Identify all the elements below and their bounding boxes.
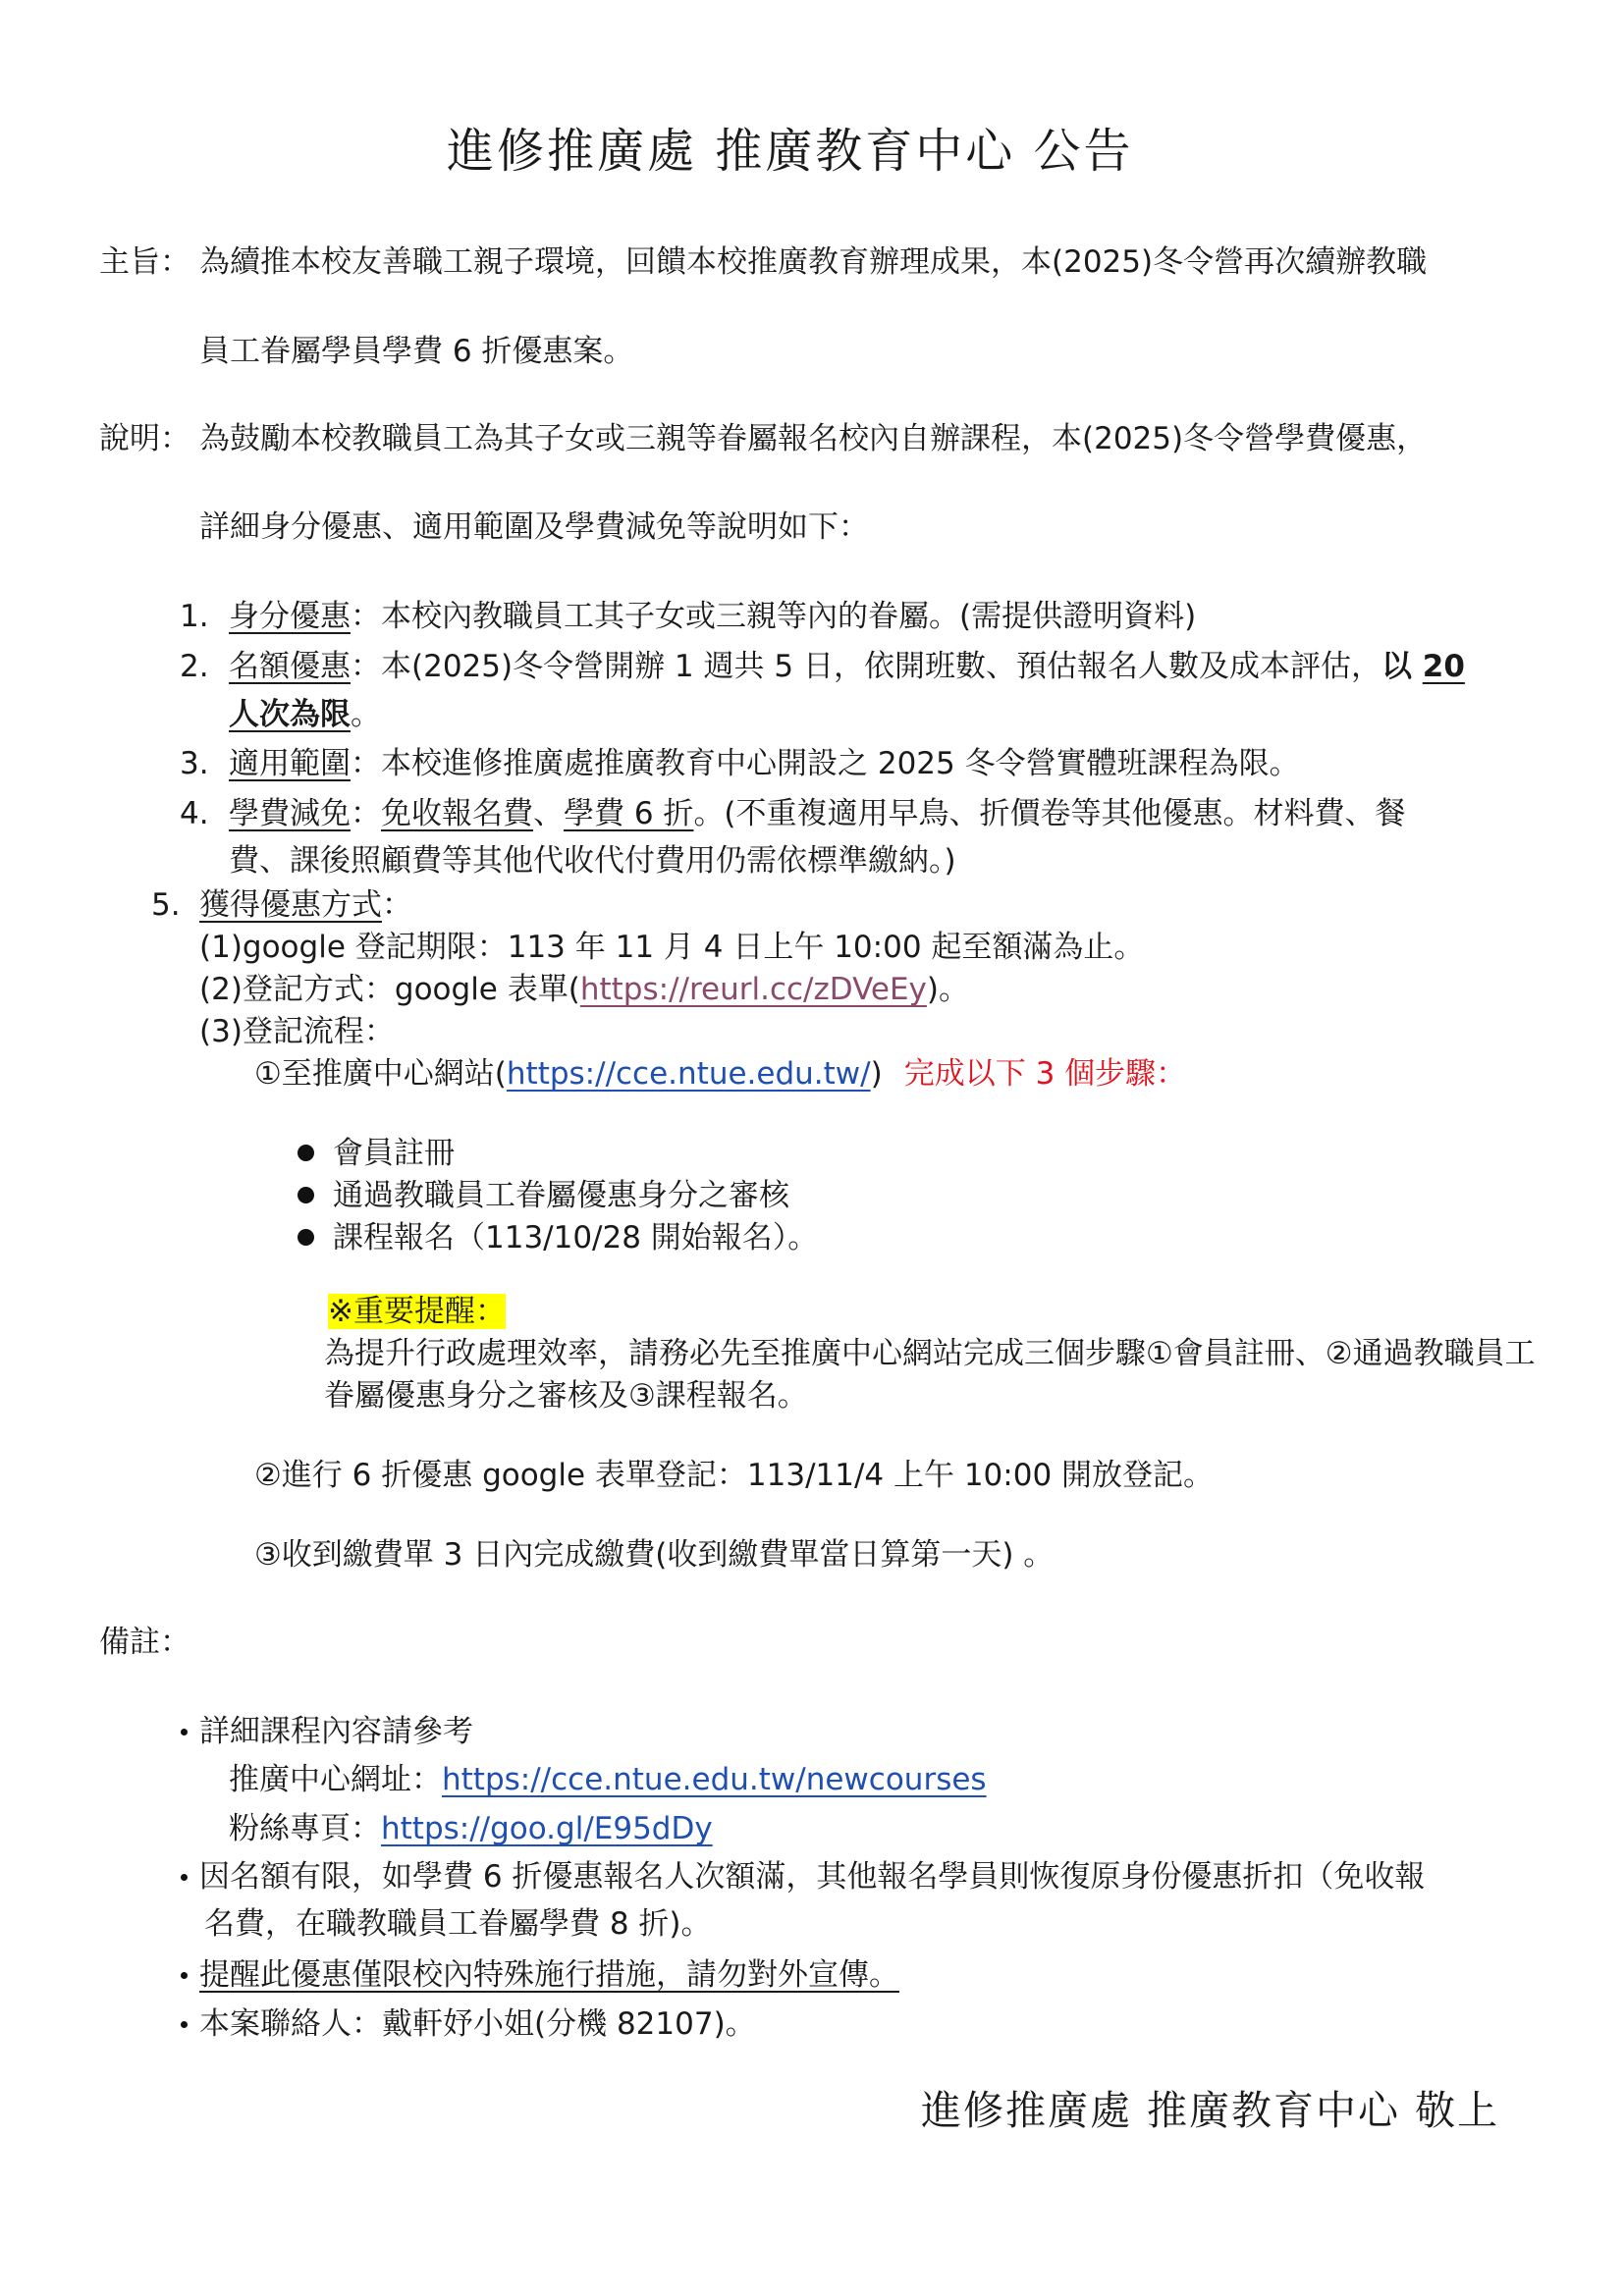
- explanation-label: 說明：: [99, 421, 190, 456]
- item-1-text: ：本校內教職員工其子女或三親等內的眷屬。(需提供證明資料): [351, 599, 1197, 634]
- bullet-dot: [298, 1187, 314, 1203]
- item-3-heading: 適用範圍: [229, 746, 351, 781]
- note-site-label: 推廣中心網址：: [229, 1762, 442, 1797]
- method-deadline: (1)google 登記期限：113 年 11 月 4 日上午 10:00 起至額滿為止。: [199, 930, 1145, 965]
- item-4-text: 。(不重複適用早鳥、折價卷等其他優惠。材料費、餐: [693, 796, 1406, 831]
- explanation-line-1: 為鼓勵本校教職員工為其子女或三親等眷屬報名校內自辦課程，本(2025)冬令營學費優惠，: [199, 421, 1428, 456]
- bullet: [181, 1874, 188, 1881]
- note-1: 詳細課程內容請參考: [199, 1714, 473, 1749]
- item-4-heading: 學費減免: [229, 796, 351, 831]
- reminder-line-2: 眷屬優惠身分之審核及③課程報名。: [324, 1378, 808, 1414]
- bullet: [181, 1972, 188, 1979]
- note-fanpage-label: 粉絲專頁：: [229, 1811, 381, 1846]
- note-2-line-1: 因名額有限，如學費 6 折優惠報名人次額滿，其他報名學員則恢復原身份優惠折扣（免收報: [199, 1859, 1426, 1895]
- item-4-colon: ：: [351, 796, 381, 831]
- bullet-dot: [298, 1229, 314, 1246]
- reminder-label: [328, 1292, 506, 1331]
- item-2-text: ：本(2025)冬令營開辦 1 週共 5 日，依開班數、預估報名人數及成本評估，: [351, 649, 1381, 684]
- step-item-register: 會員註冊: [333, 1136, 455, 1171]
- item-2-end: 。: [351, 697, 381, 732]
- note-fanpage: [229, 1809, 713, 1848]
- item-4: [229, 794, 1406, 833]
- bullet: [181, 2021, 188, 2028]
- notes-label: 備註：: [99, 1625, 190, 1660]
- reminder-line-1: 為提升行政處理效率，請務必先至推廣中心網站完成三個步驟①會員註冊、②通過教職員工: [324, 1336, 1536, 1371]
- method-registration: [199, 970, 969, 1009]
- step-1: [254, 1054, 1186, 1094]
- item-4-number: 4.: [180, 796, 209, 831]
- method-process: (3)登記流程：: [199, 1014, 395, 1049]
- item-5: [199, 885, 412, 925]
- item-2-number: 2.: [180, 649, 209, 684]
- page-title: 進修推廣處 推廣教育中心 公告: [447, 124, 1134, 179]
- item-2: [229, 647, 1465, 686]
- item-3: [229, 744, 1300, 783]
- step-1-prefix: ①至推廣中心網站(: [254, 1056, 507, 1092]
- item-2-limit-prefix: 以: [1380, 649, 1423, 684]
- item-5-colon: ：: [382, 887, 412, 923]
- item-3-number: 3.: [180, 746, 209, 781]
- step-2: ②進行 6 折優惠 google 表單登記：113/11/4 上午 10:00 開放登記。: [254, 1458, 1215, 1493]
- subject-line-1: 為續推本校友善職工親子環境，回饋本校推廣教育辦理成果，本(2025)冬令營再次續辦教職: [199, 244, 1428, 280]
- fanpage-link[interactable]: https://goo.gl/E95dDy: [381, 1811, 713, 1846]
- reminder-highlight: ※重要提醒：: [328, 1294, 506, 1329]
- bullet: [181, 1729, 188, 1735]
- subject-line-2: 員工眷屬學員學費 6 折優惠案。: [199, 334, 634, 369]
- item-2-limit-number: 20: [1422, 649, 1465, 684]
- explanation-line-2: 詳細身分優惠、適用範圍及學費減免等說明如下：: [199, 509, 869, 545]
- step-item-review: 通過教職員工眷屬優惠身分之審核: [333, 1178, 789, 1213]
- newcourses-link[interactable]: https://cce.ntue.edu.tw/newcourses: [442, 1762, 987, 1797]
- item-2-heading: 名額優惠: [229, 649, 351, 684]
- item-2-limit-suffix: 人次為限: [229, 697, 351, 732]
- note-2-line-2: 名費，在職教職員工眷屬學費 8 折)。: [204, 1906, 712, 1942]
- signature: 進修推廣處 推廣教育中心 敬上: [921, 2087, 1500, 2134]
- item-1: [229, 597, 1196, 636]
- item-4-discount: 學費 6 折: [564, 796, 694, 831]
- item-4-no-fee: 免收報名費: [381, 796, 533, 831]
- method-registration-prefix: (2)登記方式：google 表單(: [199, 972, 580, 1007]
- item-4-line-2: 費、課後照顧費等其他代收代付費用仍需依標準繳納。): [229, 843, 956, 879]
- subject-label: 主旨：: [99, 244, 190, 280]
- note-3: 提醒此優惠僅限校內特殊施行措施，請勿對外宣傳。: [199, 1957, 899, 1993]
- note-site: [229, 1760, 987, 1799]
- item-5-number: 5.: [151, 887, 181, 923]
- step-1-red-note: 完成以下 3 個步驟：: [903, 1056, 1187, 1092]
- item-2-line-2: [229, 695, 381, 734]
- item-3-text: ：本校進修推廣處推廣教育中心開設之 2025 冬令營實體班課程為限。: [351, 746, 1300, 781]
- cce-website-link[interactable]: https://cce.ntue.edu.tw/: [506, 1056, 871, 1092]
- step-item-enroll: 課程報名（113/10/28 開始報名）。: [333, 1220, 819, 1255]
- google-form-link[interactable]: https://reurl.cc/zDVeEy: [579, 972, 927, 1007]
- method-registration-suffix: )。: [926, 972, 970, 1007]
- bullet-dot: [298, 1145, 314, 1161]
- item-4-sep: 、: [533, 796, 564, 831]
- item-1-number: 1.: [180, 599, 209, 634]
- step-3: ③收到繳費單 3 日內完成繳費(收到繳費單當日算第一天) 。: [254, 1537, 1055, 1573]
- item-5-heading: 獲得優惠方式: [199, 887, 382, 923]
- item-1-heading: 身分優惠: [229, 599, 351, 634]
- step-1-suffix: ): [870, 1056, 883, 1092]
- note-4: 本案聯絡人：戴軒妤小姐(分機 82107)。: [199, 2006, 756, 2042]
